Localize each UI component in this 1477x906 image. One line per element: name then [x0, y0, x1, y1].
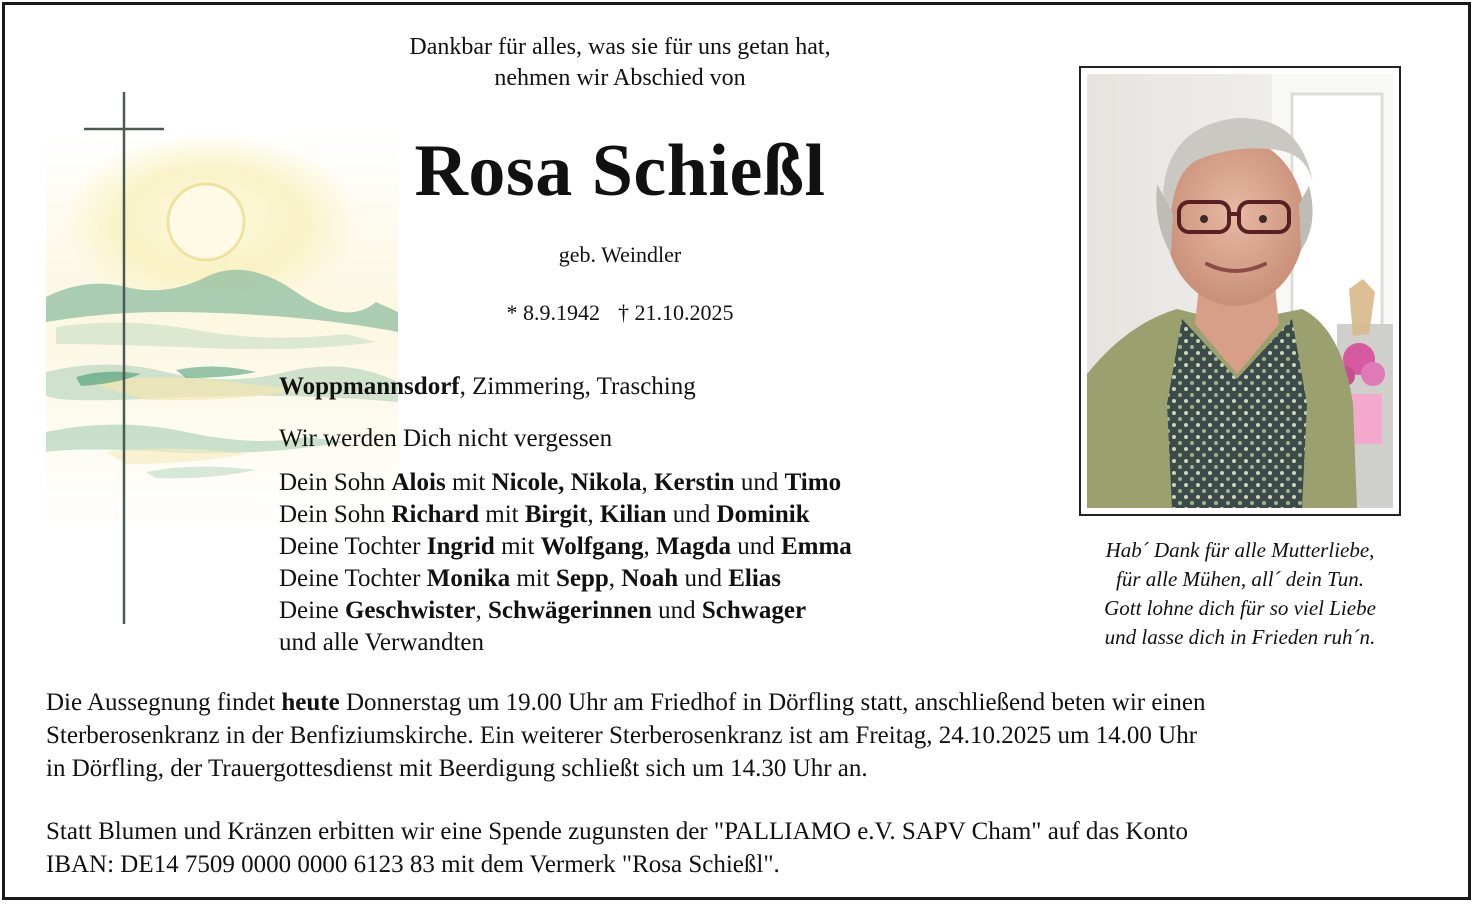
mourner-name: Wolfgang: [540, 533, 644, 560]
mourner-name: Kilian: [599, 501, 667, 528]
mourner-text: mit: [494, 533, 541, 560]
mourner-text: ,: [641, 469, 655, 496]
mourner-text: Deine: [279, 597, 345, 624]
mourner-line: [279, 499, 852, 531]
mourner-name: Emma: [780, 533, 852, 560]
notice-prefix: Die Aussegnung findet: [46, 689, 282, 716]
mourner-name: Monika: [426, 565, 511, 592]
places: [279, 373, 696, 401]
notice-highlight: heute: [281, 689, 340, 716]
mourner-name: Alois: [391, 469, 446, 496]
intro-line-2: nehmen wir Abschied von: [494, 65, 746, 91]
notice-line-3: in Dörfling, der Trauergottesdienst mit Beerdigung schließt sich um 14.30 Uhr an.: [46, 755, 868, 782]
mourner-name: Sepp: [555, 565, 609, 592]
mourner-text: Dein Sohn: [279, 469, 392, 496]
mourners-list: [279, 467, 852, 659]
mourner-name: Schwägerinnen: [487, 597, 652, 624]
birth-date: * 8.9.1942: [506, 300, 600, 325]
mourner-text: Dein Sohn: [279, 501, 392, 528]
place-main: Woppmannsdorf: [279, 373, 460, 400]
mourner-name: Elias: [728, 565, 782, 592]
mourner-text: und: [730, 533, 781, 560]
mourner-text: und: [734, 469, 785, 496]
mourner-text: mit: [479, 501, 525, 528]
place-rest: , Zimmering, Trasching: [459, 373, 696, 400]
mourner-name: Nicole, Nikola: [491, 469, 642, 496]
notice-line-1: [46, 686, 1436, 719]
mourner-name: Birgit: [524, 501, 588, 528]
mourner-text: mit: [445, 469, 492, 496]
poem: [1040, 536, 1440, 652]
donation-line-2: IBAN: DE14 7509 0000 0000 6123 83 mit dem Vermerk "Rosa Schießl".: [46, 851, 780, 878]
motto: Wir werden Dich nicht vergessen: [279, 425, 613, 452]
donation-line-1: Statt Blumen und Kränzen erbitten wir eine Spende zugunsten der "PALLIAMO e.V. SAPV Cham" auf das Konto: [46, 818, 1189, 845]
mourner-name: Richard: [391, 501, 479, 528]
intro-line-1: Dankbar für alles, was sie für uns getan hat,: [409, 34, 831, 60]
mourner-text: und: [651, 597, 702, 624]
notice-line-1-rest: Donnerstag um 19.00 Uhr am Friedhof in Dörfling statt, anschließend beten wir einen: [339, 689, 1206, 716]
mourner-name: Magda: [655, 533, 731, 560]
mourner-text: Deine Tochter: [279, 533, 427, 560]
notice-line-2: Sterberosenkranz in der Benfiziumskirche. Ein weiterer Sterberosenkranz ist am Freitag, 24.10.2025 um 14.00 Uhr: [46, 722, 1198, 749]
death-date: † 21.10.2025: [618, 300, 734, 325]
mourner-text: ,: [475, 597, 488, 624]
funeral-notice: [46, 686, 1436, 785]
poem-line-1: Hab´ Dank für alle Mutterliebe,: [1105, 538, 1375, 562]
mourner-line: [279, 563, 852, 595]
mourner-name: Noah: [621, 565, 679, 592]
portrait-photo: [1087, 74, 1393, 508]
mourner-name: Schwager: [701, 597, 807, 624]
mourner-text: mit: [510, 565, 556, 592]
mourner-line: [279, 467, 852, 499]
mourner-text: Deine Tochter: [279, 565, 427, 592]
mourner-text: und: [666, 501, 717, 528]
mourner-name: Kerstin: [654, 469, 735, 496]
mourner-text: ,: [587, 501, 600, 528]
mourner-line: [279, 531, 852, 563]
mourner-text: ,: [643, 533, 656, 560]
life-dates: [300, 300, 940, 326]
mourner-line: [279, 627, 852, 659]
mourner-name: Dominik: [716, 501, 810, 528]
birth-name: geb. Weindler: [558, 242, 682, 267]
mourner-name: Geschwister: [344, 597, 476, 624]
poem-line-2: für alle Mühen, all´ dein Tun.: [1116, 567, 1364, 591]
mourner-text: und alle Verwandten: [279, 629, 485, 656]
mourner-line: [279, 595, 852, 627]
mourner-text: ,: [608, 565, 622, 592]
mourner-name: Timo: [784, 469, 842, 496]
intro-text: [300, 32, 940, 94]
mourner-name: Ingrid: [426, 533, 495, 560]
poem-line-4: und lasse dich in Frieden ruh´n.: [1104, 625, 1376, 649]
portrait-frame: [1079, 66, 1401, 516]
poem-line-3: Gott lohne dich für so viel Liebe: [1104, 596, 1376, 620]
deceased-name: Rosa Schießl: [414, 130, 826, 212]
donation-notice: [46, 815, 1436, 881]
mourner-text: und: [678, 565, 729, 592]
